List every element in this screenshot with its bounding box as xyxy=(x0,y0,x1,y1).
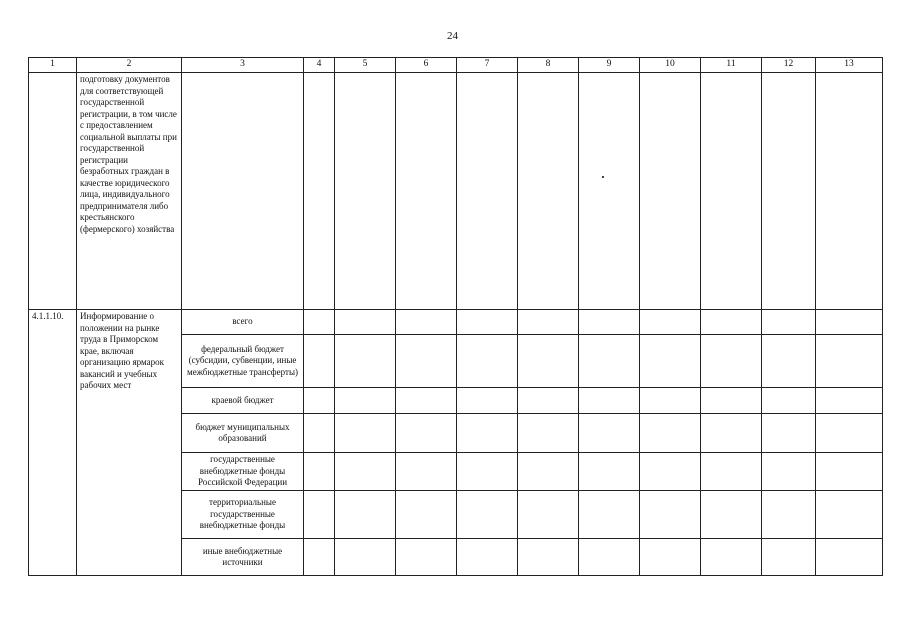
column-number-row xyxy=(29,58,883,73)
funding-source: всего xyxy=(182,310,304,335)
table-row xyxy=(29,310,883,335)
empty-cell xyxy=(335,73,396,310)
empty-cell xyxy=(518,73,579,310)
column-header: 11 xyxy=(701,58,762,73)
column-header: 4 xyxy=(304,58,335,73)
page-number: 24 xyxy=(447,30,458,42)
funding-source: иные внебюджетные источники xyxy=(182,539,304,576)
funding-source: территориальные государственные внебюджетные фонды xyxy=(182,491,304,539)
continued-row xyxy=(29,73,883,310)
column-header: 8 xyxy=(518,58,579,73)
column-header: 10 xyxy=(640,58,701,73)
column-header: 9 xyxy=(579,58,640,73)
empty-cell xyxy=(579,73,640,310)
scan-speck xyxy=(602,176,604,178)
column-header: 6 xyxy=(396,58,457,73)
funding-table xyxy=(28,57,883,576)
item-description: Информирование о положении на рынке труда в Приморском крае, включая организацию ярмарок вакансий и учебных рабочих мест xyxy=(77,310,182,576)
empty-cell xyxy=(396,73,457,310)
column-header: 2 xyxy=(77,58,182,73)
empty-cell xyxy=(457,73,518,310)
empty-cell xyxy=(816,73,883,310)
column-header: 5 xyxy=(335,58,396,73)
empty-cell xyxy=(29,73,77,310)
column-header: 12 xyxy=(762,58,816,73)
column-header: 3 xyxy=(182,58,304,73)
column-header: 1 xyxy=(29,58,77,73)
continued-description: подготовку документов для соответствующей государственной регистрации, в том числе с предоставлением социальной выплаты при государственной регистрации безработных граждан в качестве юридического лица, индивидуального предпринимателя либо крестьянского (фермерского) хозяйства xyxy=(77,73,182,310)
column-header: 7 xyxy=(457,58,518,73)
funding-source: бюджет муниципальных образований xyxy=(182,414,304,453)
funding-source: краевой бюджет xyxy=(182,388,304,414)
funding-source: федеральный бюджет (субсидии, субвенции, иные межбюджетные трансферты) xyxy=(182,335,304,388)
empty-cell xyxy=(182,73,304,310)
empty-cell xyxy=(701,73,762,310)
empty-cell xyxy=(304,73,335,310)
empty-cell xyxy=(640,73,701,310)
item-number: 4.1.1.10. xyxy=(29,310,77,576)
funding-source: государственные внебюджетные фонды Российской Федерации xyxy=(182,453,304,491)
column-header: 13 xyxy=(816,58,883,73)
empty-cell xyxy=(762,73,816,310)
